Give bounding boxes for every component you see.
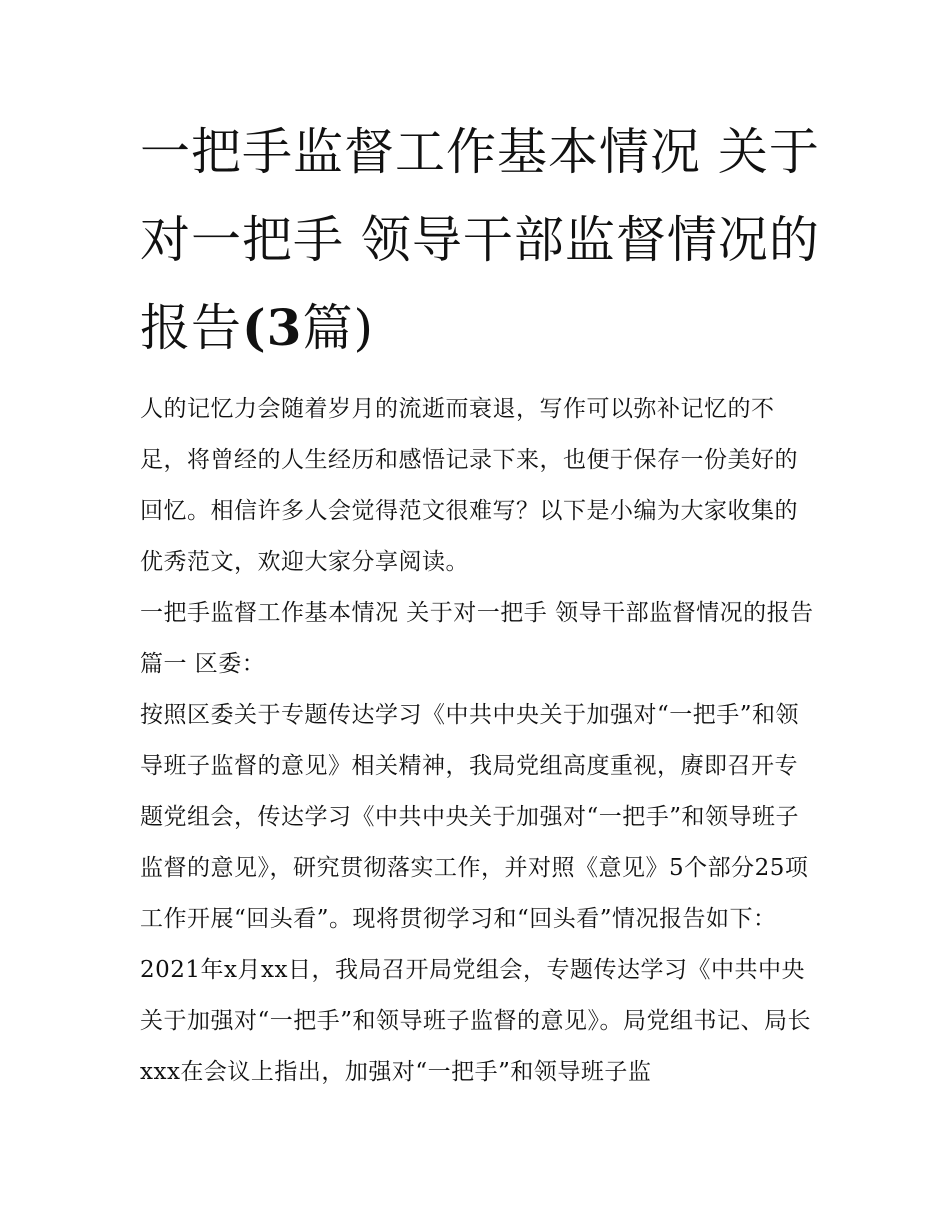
body-paragraph: 按照区委关于专题传达学习《中共中央关于加强对“一把手”和领导班子监督的意见》相关精神，我局党组高度重视，赓即召开专题党组会，传达学习《中共中央关于加强对“一把手”和领导班子监督的意见》，研究贯彻落实工作，并对照《意见》5个部分25项工作开展“回头看”。现将贯彻学习和“回头看”情况报告如下： [140,702,809,932]
title-count: (3 [242,298,303,357]
document-title [140,108,820,372]
document-body [140,108,820,1098]
intro-paragraph: 人的记忆力会随着岁月的流逝而衰退，写作可以弥补记忆的不足，将曾经的人生经历和感悟记录下来，也便于保存一份美好的回忆。相信许多人会觉得范文很难写？以下是小编为大家收集的优秀范文，欢迎大家分享阅读。 [140,396,798,575]
body-paragraph: 2021年x月xx日，我局召开局党组会，专题传达学习《中共中央关于加强对“一把手”和领导班子监督的意见》。局党组书记、局长xxx在会议上指出，加强对“一把手”和领导班子监 [140,957,812,1085]
title-suffix: 篇) [302,299,374,357]
section-heading: 一把手监督工作基本情况 关于对一把手 领导干部监督情况的报告篇一 区委： [140,600,814,677]
title-text: 一把手监督工作基本情况 关于对一把手 领导干部监督情况的报告 [140,123,820,357]
